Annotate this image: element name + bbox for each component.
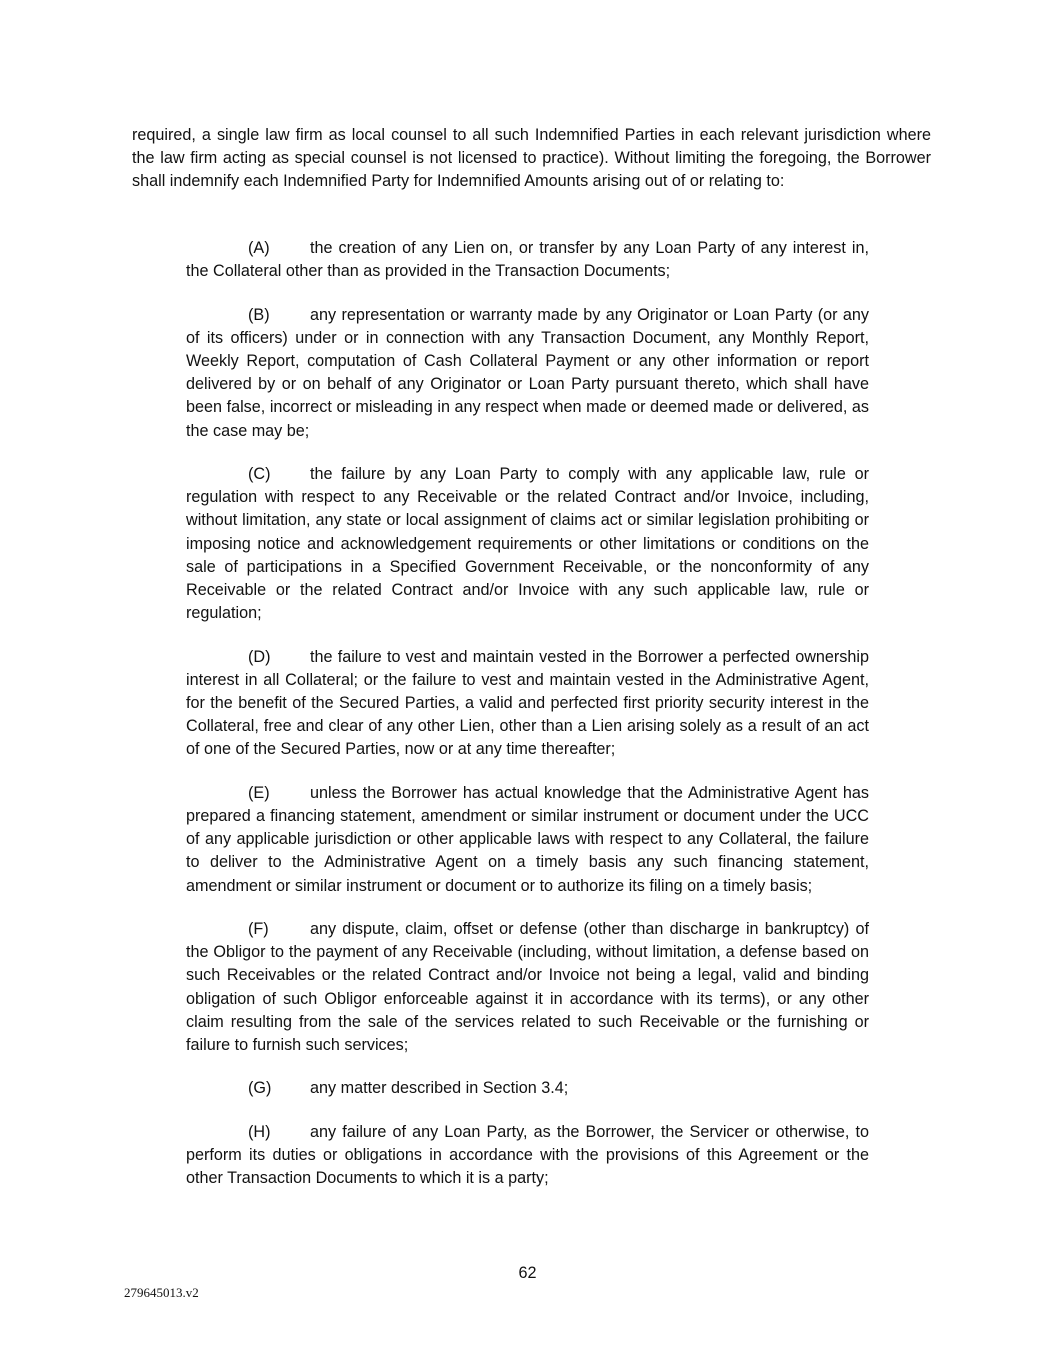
document-id: 279645013.v2	[124, 1285, 199, 1300]
clause-text: any matter described in Section 3.4;	[310, 1079, 569, 1098]
clause-label: (C)	[248, 465, 271, 483]
page-number: 62	[518, 1264, 537, 1282]
clause-label: (B)	[248, 305, 270, 324]
clause-c	[186, 463, 869, 625]
clause-label: (E)	[248, 783, 270, 802]
clause-text: any failure of any Loan Party, as the Borrower, the Servicer or otherwise, to perform its duties or obligations in accordance with the provisions of this Agreement or the other Transaction Documents to which it is a party;	[186, 1122, 869, 1188]
clause-text: any dispute, claim, offset or defense (other than discharge in bankruptcy) of the Obligor to the payment of any Receivable (including, without limitation, a defense based on such Receivables or the related Contract and/or Invoice not being a legal, valid and binding obligation of such Obligor enforceable against it in accordance with its terms), or any other claim resulting from the sale of the services related to such Receivable or the furnishing or failure to furnish such services;	[186, 920, 869, 1055]
clause-label: (G)	[248, 1079, 272, 1098]
clause-text: any representation or warranty made by any Originator or Loan Party (or any of its officers) under or in connection with any Transaction Document, any Monthly Report, Weekly Report, computation of Cash Collateral Payment or any other information or report delivered by or on behalf of any Originator or Loan Party pursuant thereto, which shall have been false, incorrect or misleading in any respect when made or deemed made or delivered, as the case may be;	[186, 305, 869, 440]
clause-label: (D)	[248, 647, 271, 666]
clause-a	[186, 237, 869, 283]
clause-label: (F)	[248, 920, 269, 939]
clause-text: the creation of any Lien on, or transfer by any Loan Party of any interest in, the Collateral other than as provided in the Transaction Documents;	[186, 239, 869, 281]
clause-text: the failure by any Loan Party to comply with any applicable law, rule or regulation with respect to any Receivable or the related Contract and/or Invoice, including, without limitation, any state or local assignment of claims act or similar legislation prohibiting or imposing notice and acknowledgement requirements or other limitations or conditions on the sale of participations in a Specified Government Receivable, or the nonconformity of any Receivable or the related Contract and/or Invoice with any such applicable law, rule or regulation;	[186, 465, 869, 623]
clause-d	[186, 646, 869, 762]
clause-f	[186, 918, 869, 1057]
clause-h	[186, 1121, 869, 1191]
clause-label: (H)	[248, 1122, 271, 1141]
clause-b	[186, 304, 869, 443]
clause-list	[186, 237, 869, 1211]
clause-e	[186, 782, 869, 898]
clause-text: unless the Borrower has actual knowledge that the Administrative Agent has prepared a financing statement, amendment or similar instrument or document under the UCC of any applicable jurisdiction or other applicable laws with respect to any Collateral, the failure to deliver to the Administrative Agent on a timely basis any such financing statement, amendment or similar instrument or document or to authorize its filing on a timely basis;	[186, 783, 869, 895]
clause-text: the failure to vest and maintain vested in the Borrower a perfected ownership interest in all Collateral; or the failure to vest and maintain vested in the Administrative Agent, for the benefit of the Secured Parties, a valid and perfected first priority security interest in the Collateral, free and clear of any other Lien, other than a Lien arising solely as a result of an act of one of the Secured Parties, now or at any time thereafter;	[186, 647, 869, 759]
clause-g	[186, 1077, 869, 1100]
clause-label: (A)	[248, 239, 270, 257]
intro-paragraph: required, a single law firm as local counsel to all such Indemnified Parties in each relevant jurisdiction where the law firm acting as special counsel is not licensed to practice). Without limiting the foregoing, the Borrower shall indemnify each Indemnified Party for Indemnified Amounts arising out of or relating to:	[132, 126, 931, 191]
